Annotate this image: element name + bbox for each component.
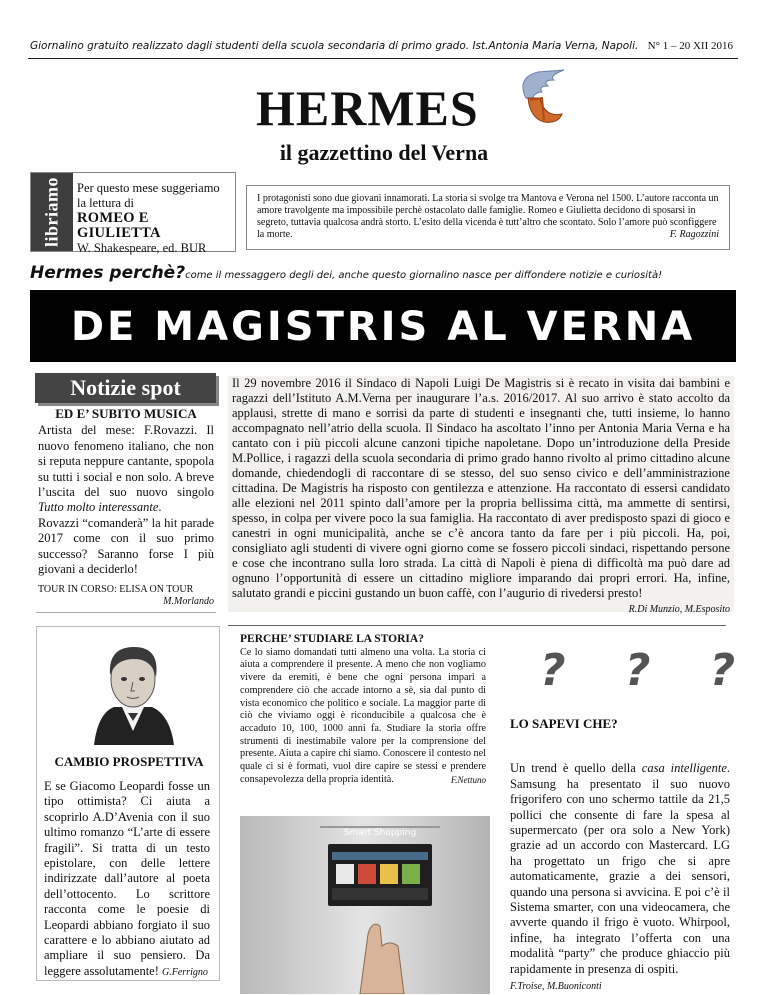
storia-text: Ce lo siamo domandati tutti almeno una volta. La storia ci aiuta a comprendere il presente. A meno che non vogliamo vivere da eremiti, è bene che ogni persona impari a comprendere ciò che accade intorno a sè, sia dal punto di vista economico che politico e sociale. La maggior parte di ciò che viviamo oggi è riconducibile a qualcosa che è accaduto 10, 100, 1000 anni fa. Studiare la storia offre strumenti di inestimabile valore per la comprensione del presente. Aiuta a capire chi siamo. Conoscere il contesto nel quale ci si è formati, vuol dire capire se stessi e prendere consapevolezza della propria identità. [240,646,486,785]
notizie-spot-title: Notizie spot [35,373,216,403]
storia-title: PERCHE’ STUDIARE LA STORIA? [240,633,424,645]
question-marks: ? ? ? [540,645,758,696]
sapevi-text-a: Un trend è quello della [510,761,636,776]
cambio-prospettiva-box [36,626,220,981]
hermes-perche [30,263,768,283]
tour-note [38,584,214,608]
spot-author: M.Morlando [163,596,214,607]
header-divider [28,58,738,59]
storia-article [240,633,486,786]
header-tagline-row [30,40,768,52]
header-tagline: Giornalino gratuito realizzato dagli studenti della scuola secondaria di primo grado. Ist.Antonia Maria Verna, Napoli. [30,40,639,52]
libriamo-intro2: la lettura di [77,196,134,210]
sapevi-article [510,716,730,995]
storia-author: F.Nettuno [450,774,486,785]
perche-text: come il messaggero degli dei, anche questo giornalino nasce per diffondere notizie e curiosità! [185,270,663,281]
main-article [228,376,734,615]
libriamo-tab: libriamo [31,173,73,251]
main-article-text: Il 29 novembre 2016 il Sindaco di Napoli Luigi De Magistris si è recato in visita dai bambini e ragazzi dell’Istituto A.M.Verna per inaugurare l’a.s. 2016/2017. Al suo arrivo è stato accolto da applausi, strette di mano e sorrisi da parte di studenti e insegnanti che, tutti insieme, lo hanno accompagnato nell’atrio della scuola. Il Sindaco ha ascoltato l’inno per Antonia Maria Verna e ha cantato con i più piccoli alcune canzoni tipiche napoletane. Dopo un’introduzione della Preside M.Pollice, i ragazzi della scuola secondaria di primo grado hanno rivolto al primo cittadino alcune domande, chiedendogli di raccontare di se stesso, del suo senso civico e dell’amministrazione cittadina. De Magistris ha risposto con gentilezza e attenzione. Ha raccontato di essersi candidato alle elezioni nel 2011 spinto dall’amore per la propria bellissima città, ma ammette di sentirsi, spesso, in colpa per vivere poco la sua famiglia. Ha raccontato di aver predisposto spazi di gioco e canestri in ogni municipalità, anche se c’è ancora tanto da fare per i più piccoli. Ha, poi, consigliato agli studenti di vivere ogni giorno come se fossero piccoli sindaci, rispettando persone e cose che incontrano sulla loro strada. La città di Napoli è piena di difficoltà ma può dare ad ognuno l’opportunità di essere un cittadino migliore imparando dai propri errori. Ha, infine, salutato grandi e piccini gustando un buon caffè, con l’augurio di rivedersi presto! [232,376,730,600]
spot-body-intro: Artista del mese: F.Rovazzi. Il nuovo fenomeno italiano, che non si reputa neppure cantante, spopola su tutti i social e non solo. A breve l’uscita del suo nuovo singolo [38,423,214,500]
sapevi-authors: F.Troise, M.Buoniconti [510,981,602,993]
sapevi-title: LO SAPEVI CHE? [510,716,618,731]
masthead-title: HERMES [256,80,479,136]
masthead-subtitle: il gazzettino del Verna [279,140,489,165]
sapevi-text-em: casa intelligente [641,761,727,776]
book-summary [246,185,730,250]
spot-heading: ED E’ SUBITO MUSICA [55,406,197,421]
notizie-spot-article: ED E’ SUBITO MUSICA Artista del mese: F.Rovazzi. Il nuovo fenomeno italiano, che non si reputa neppure cantante, spopola su tutti i social e non solo. A breve l’uscita del suo nuovo singolo Tutto molto interessante. Rovazzi “comanderà” la hit parade 2017 come con il suo primo successo? Saranno forse I più giovani a deciderlo! [38,406,214,577]
main-divider [228,625,726,626]
tour-text: TOUR IN CORSO: ELISA ON TOUR [38,584,194,595]
main-article-authors: R.Di Munzio, M.Esposito [628,604,730,615]
winged-helmet-icon [508,68,570,126]
spot-divider [36,612,216,613]
issue-number: N° 1 – 20 XII 2016 [647,40,733,52]
libriamo-box [30,172,236,255]
libriamo-intro1: Per questo mese suggeriamo [77,181,220,195]
summary-author: F. Ragozzini [669,229,719,240]
cambio-text [44,779,210,980]
sapevi-text-b: . Samsung ha presentato il suo nuovo frigorifero con uno schermo tattile da 21,5 pollici che consente di fare la spesa al supermercato (per ora solo a New York) grazie ad un accordo con Mastercard. LG ha progettato un frigo che si apre automaticamente, grazie a dei sensori, quando una persona si avvicina. E poi c’è il Sistema smarter, con una videocamera, che avverte quando il frigo è vuoto. Whirpool, infine, ha integrato l’offerta con una modalità “party” che produce ghiaccio più rapidamente in presenza di ospiti. [510,761,730,976]
cambio-title: CAMBIO PROSPETTIVA [54,754,204,769]
fridge-screen-title: Smart Shopping [343,828,417,838]
perche-heading: Hermes perchè? [30,263,186,283]
cambio-body: E se Giacomo Leopardi fosse un tipo ottimista? Ci aiuta a scoprirlo A.D’Avenia con il suo ultimo romanzo “L’arte di essere fragili”. Si tratta di un testo epistolare, con delle lettere indirizzate dall’autore al poeta dell’ottocento. Lo scrittore racconta come le poesie di Leopardi abbiano forgiato il suo carattere e lo abbiano aiutato ad ampliare il suo pensiero. Da leggere assolutamente! [44,779,210,978]
cambio-author: G.Ferrigno [162,966,208,978]
libriamo-text [77,181,235,256]
smart-fridge-photo [240,816,490,994]
main-headline-banner: DE MAGISTRIS AL VERNA [30,290,736,362]
book-author: W. Shakespeare, ed. BUR [77,241,207,255]
spot-song: Tutto molto interessante [38,500,159,515]
book-title: ROMEO E GIULIETTA [77,210,161,241]
spot-body-end: Rovazzi “comanderà” la hit parade 2017 come con il suo primo successo? Saranno forse I più giovani a deciderlo! [38,515,214,577]
book-summary-text: I protagonisti sono due giovani innamorati. La storia si svolge tra Mantova e Verona nel 1500. L’autore racconta un amore travolgente ma impossibile perchè ostacolato dalle famiglie. Romeo e Giulietta decidono di sposarsi in segreto, tuttavia qualcosa andrà storto. L’esito della vicenda è tutt’altro che scontato. Solo l’amore può sconfiggere la morte. [257,193,719,240]
leopardi-portrait [84,637,182,745]
